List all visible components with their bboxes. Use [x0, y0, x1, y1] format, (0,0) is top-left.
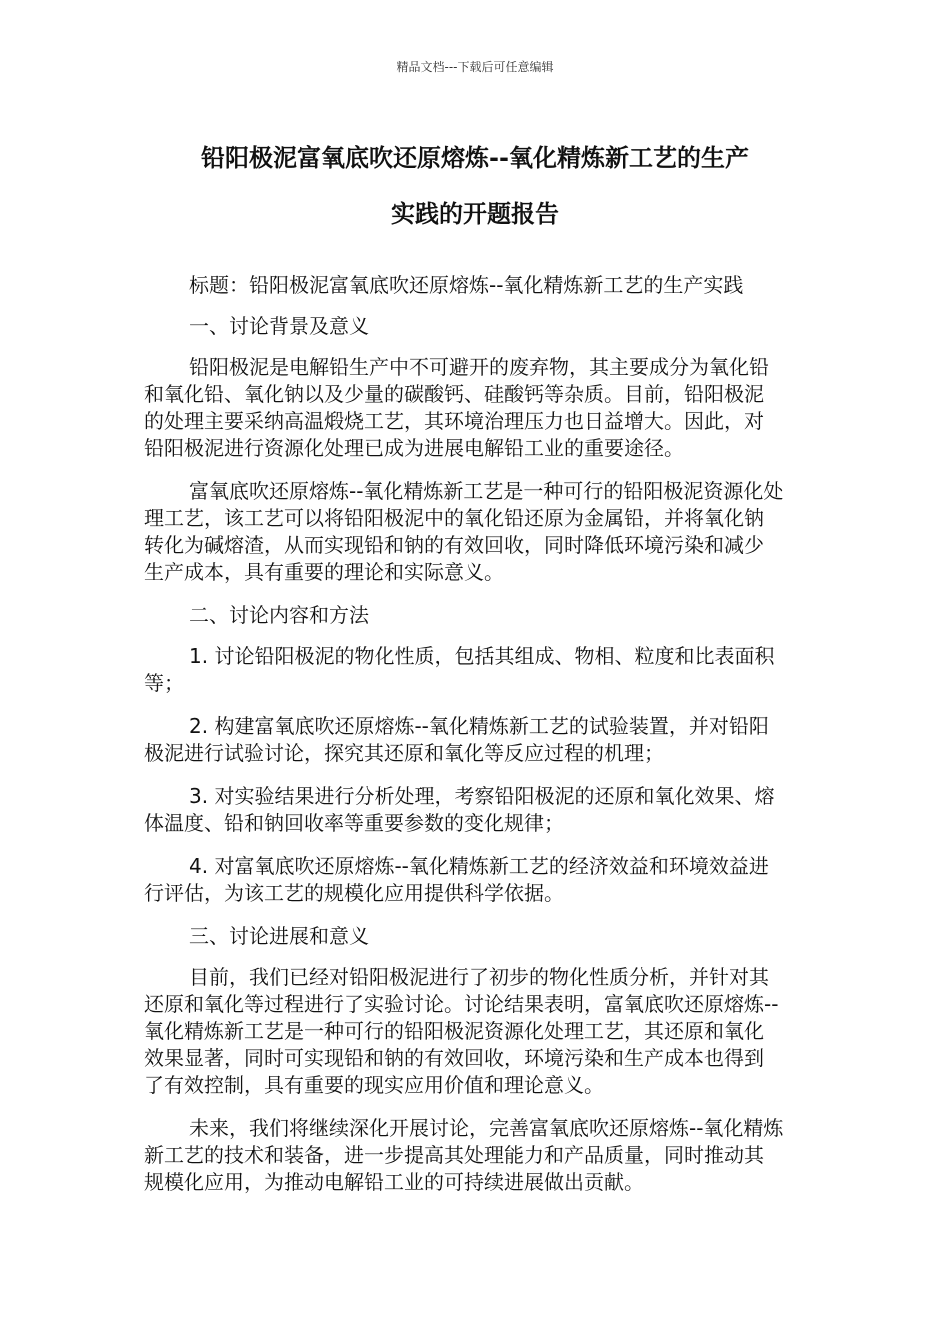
- section-heading: [144, 313, 808, 340]
- subject-line: [144, 272, 808, 299]
- paragraph-line: 2. 构建富氧底吹还原熔炼--氧化精炼新工艺的试验装置，并对铅阳: [189, 714, 769, 738]
- header-note: 精品文档---下载后可任意编辑: [396, 60, 554, 74]
- paragraph-line: 铅阳极泥是电解铅生产中不可避开的废弃物，其主要成分为氧化铅: [189, 355, 769, 379]
- title-line: 实践的开题报告: [391, 200, 559, 228]
- paragraph-line: 行评估，为该工艺的规模化应用提供科学依据。: [144, 881, 564, 905]
- list-item: [144, 783, 808, 837]
- paragraph-line: 二、讨论内容和方法: [189, 603, 369, 627]
- paragraph-line: 的处理主要采纳高温煅烧工艺，其环境治理压力也日益增大。因此，对: [144, 409, 764, 433]
- paragraph: [144, 964, 808, 1099]
- paragraph-line: 规模化应用，为推动电解铅工业的可持续进展做出贡献。: [144, 1170, 644, 1194]
- paragraph-line: 极泥进行试验讨论，探究其还原和氧化等反应过程的机理；: [144, 741, 664, 765]
- paragraph-line: 富氧底吹还原熔炼--氧化精炼新工艺是一种可行的铅阳极泥资源化处: [189, 479, 784, 503]
- list-item: [144, 643, 808, 697]
- paragraph-line: 理工艺，该工艺可以将铅阳极泥中的氧化铅还原为金属铅，并将氧化钠: [144, 506, 764, 530]
- paragraph-line: 和氧化铅、氧化钠以及少量的碳酸钙、硅酸钙等杂质。目前，铅阳极泥: [144, 382, 764, 406]
- paragraph-line: 转化为碱熔渣，从而实现铅和钠的有效回收，同时降低环境污染和减少: [144, 533, 764, 557]
- paragraph-line: 还原和氧化等过程进行了实验讨论。讨论结果表明，富氧底吹还原熔炼--: [144, 992, 779, 1016]
- paragraph-line: 氧化精炼新工艺是一种可行的铅阳极泥资源化处理工艺，其还原和氧化: [144, 1019, 764, 1043]
- paragraph-line: 新工艺的技术和装备，进一步提高其处理能力和产品质量，同时推动其: [144, 1143, 764, 1167]
- list-item: [144, 853, 808, 907]
- paragraph-line: 未来，我们将继续深化开展讨论，完善富氧底吹还原熔炼--氧化精炼: [189, 1116, 784, 1140]
- section-heading: [144, 602, 808, 629]
- paragraph-line: 生产成本，具有重要的理论和实际意义。: [144, 560, 504, 584]
- paragraph-line: 三、讨论进展和意义: [189, 924, 369, 948]
- paragraph-line: 体温度、铅和钠回收率等重要参数的变化规律；: [144, 811, 564, 835]
- paragraph-line: 目前，我们已经对铅阳极泥进行了初步的物化性质分析，并针对其: [189, 965, 769, 989]
- paragraph-line: 等；: [144, 671, 184, 695]
- paragraph: [144, 478, 808, 586]
- paragraph-line: 标题：铅阳极泥富氧底吹还原熔炼--氧化精炼新工艺的生产实践: [189, 273, 744, 297]
- section-heading: [144, 923, 808, 950]
- paragraph: [144, 1115, 808, 1196]
- paragraph-line: 铅阳极泥进行资源化处理已成为进展电解铅工业的重要途径。: [144, 436, 684, 460]
- document-body: [144, 272, 808, 1212]
- paragraph-line: 了有效控制，具有重要的现实应用价值和理论意义。: [144, 1073, 604, 1097]
- title-line: 铅阳极泥富氧底吹还原熔炼--氧化精炼新工艺的生产: [201, 144, 749, 172]
- paragraph-line: 3. 对实验结果进行分析处理，考察铅阳极泥的还原和氧化效果、熔: [189, 784, 775, 808]
- list-item: [144, 713, 808, 767]
- paragraph: [144, 354, 808, 462]
- paragraph-line: 效果显著，同时可实现铅和钠的有效回收，环境污染和生产成本也得到: [144, 1046, 764, 1070]
- document-title: [140, 130, 810, 242]
- paragraph-line: 1. 讨论铅阳极泥的物化性质，包括其组成、物相、粒度和比表面积: [189, 644, 775, 668]
- paragraph-line: 一、讨论背景及意义: [189, 314, 369, 338]
- paragraph-line: 4. 对富氧底吹还原熔炼--氧化精炼新工艺的经济效益和环境效益进: [189, 854, 769, 878]
